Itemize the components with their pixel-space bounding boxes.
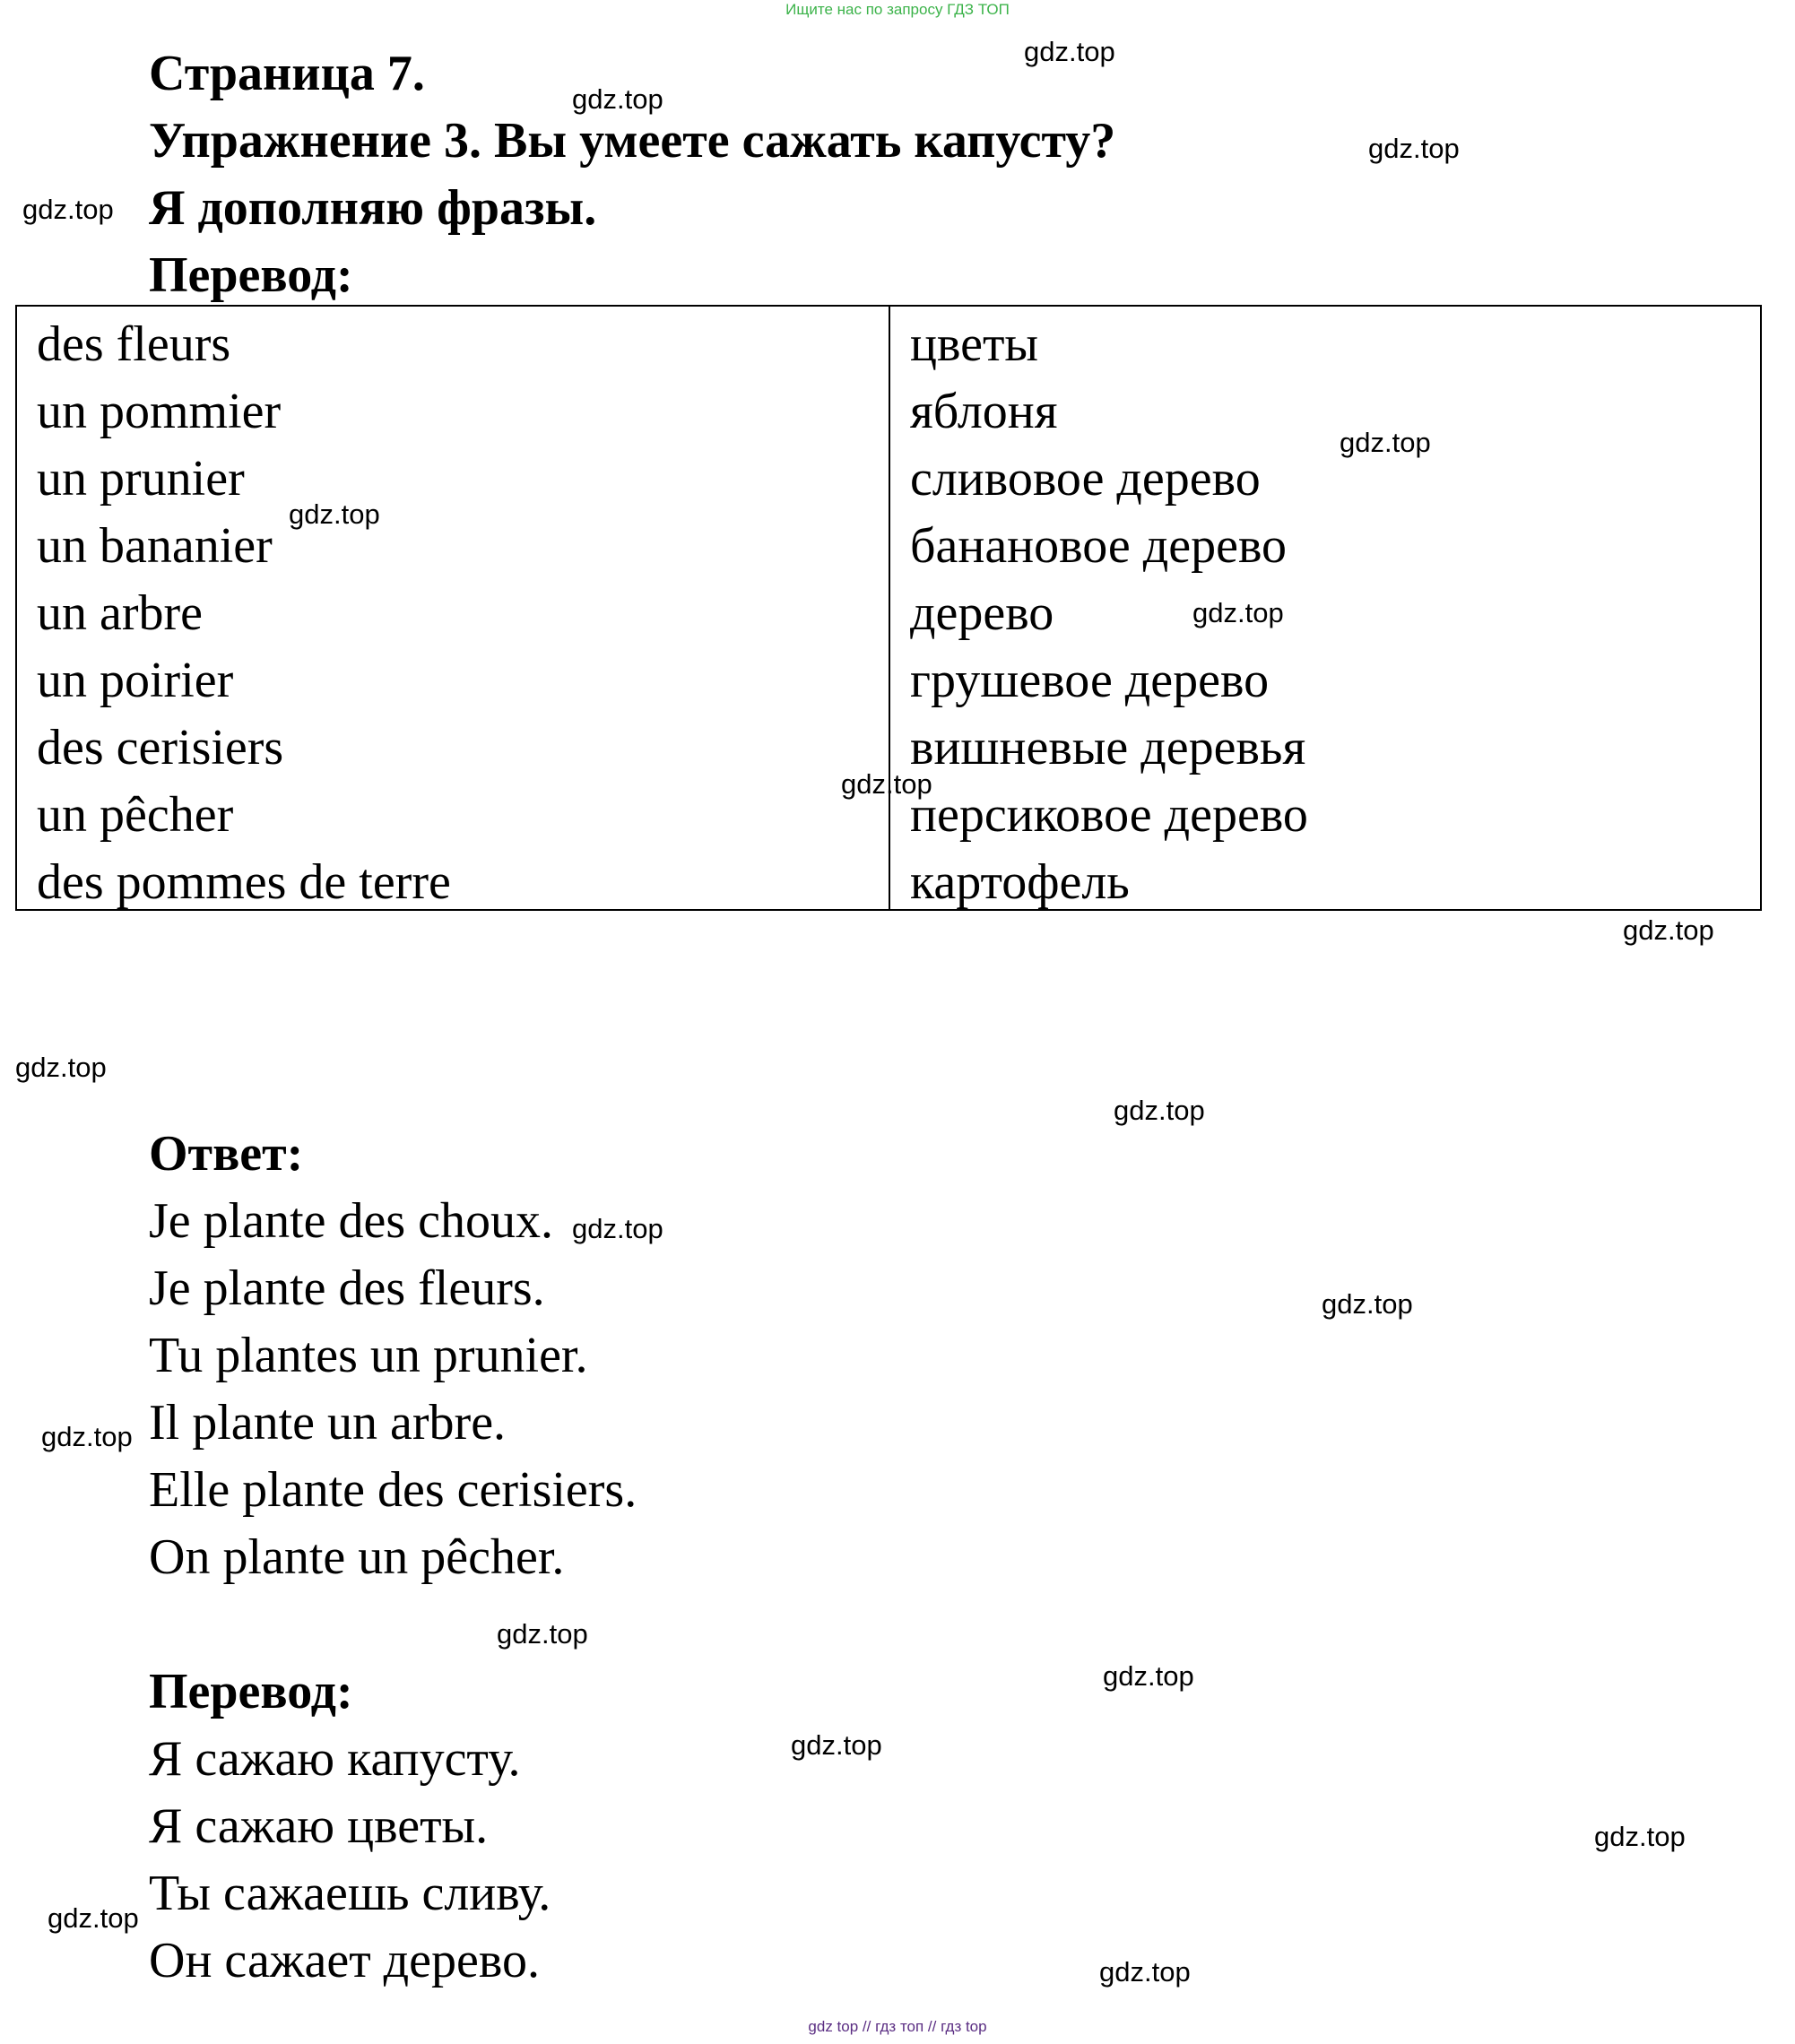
watermark: gdz.top <box>841 768 932 800</box>
russian-column <box>890 307 1760 909</box>
russian-word: вишневые деревья <box>910 720 1306 775</box>
watermark: gdz.top <box>1322 1288 1413 1320</box>
translation-line: Ты сажаешь сливу. <box>149 1866 551 1921</box>
russian-word: дерево <box>910 585 1054 641</box>
russian-word: грушевое дерево <box>910 653 1270 708</box>
russian-word: сливовое дерево <box>910 451 1261 507</box>
french-word: un bananier <box>37 518 273 574</box>
watermark: gdz.top <box>41 1421 133 1452</box>
french-word: un arbre <box>37 585 204 641</box>
french-word: des pommes de terre <box>37 854 451 910</box>
translation-heading: Перевод: <box>149 247 353 303</box>
task-title: Я дополняю фразы. <box>149 180 597 236</box>
answer-translation-section <box>149 1663 551 1999</box>
translation-line: Я сажаю капусту. <box>149 1731 521 1787</box>
french-word: un pêcher <box>37 787 234 843</box>
answer-line: Tu plantes un prunier. <box>149 1328 588 1383</box>
answer-line: Je plante des fleurs. <box>149 1260 545 1316</box>
watermark: gdz.top <box>572 83 663 115</box>
french-word: des fleurs <box>37 316 231 372</box>
page-title: Страница 7. <box>149 46 425 101</box>
answer-line: Je plante des choux. <box>149 1193 553 1249</box>
russian-word: картофель <box>910 854 1130 910</box>
watermark: gdz.top <box>1192 597 1284 628</box>
answer-section <box>149 1125 637 1596</box>
french-column <box>17 307 890 909</box>
french-word: un prunier <box>37 451 245 507</box>
french-word: un poirier <box>37 653 234 708</box>
translation-line: Я сажаю цветы. <box>149 1798 489 1854</box>
watermark: gdz.top <box>1623 914 1714 946</box>
russian-word: яблоня <box>910 384 1058 439</box>
watermark: gdz.top <box>1114 1095 1205 1126</box>
watermark: gdz.top <box>791 1729 882 1761</box>
footer-watermark: gdz top // гдз топ // гдз top <box>808 2018 987 2035</box>
answer-translation-label: Перевод: <box>149 1664 353 1719</box>
watermark: gdz.top <box>1103 1660 1194 1692</box>
answer-line: Il plante un arbre. <box>149 1395 507 1451</box>
french-word: des cerisiers <box>37 720 284 775</box>
watermark: gdz.top <box>1099 1956 1191 1988</box>
watermark: gdz.top <box>48 1902 139 1934</box>
watermark: gdz.top <box>497 1618 588 1650</box>
russian-word: банановое дерево <box>910 518 1287 574</box>
answer-line: Elle plante des cerisiers. <box>149 1462 637 1518</box>
exercise-title: Упражнение 3. Вы умеете сажать капусту? <box>149 113 1116 169</box>
watermark: gdz.top <box>15 1052 107 1083</box>
top-banner: Ищите нас по запросу ГДЗ ТОП <box>785 1 1010 18</box>
answer-line: On plante un pêcher. <box>149 1529 565 1585</box>
watermark: gdz.top <box>22 194 114 225</box>
vocabulary-table <box>15 305 1762 911</box>
russian-word: персиковое дерево <box>910 787 1308 843</box>
watermark: gdz.top <box>289 498 380 530</box>
watermark: gdz.top <box>1368 133 1460 164</box>
answer-label: Ответ: <box>149 1126 304 1182</box>
french-word: un pommier <box>37 384 282 439</box>
russian-word: цветы <box>910 316 1039 372</box>
watermark: gdz.top <box>1594 1821 1686 1852</box>
watermark: gdz.top <box>1024 36 1115 67</box>
watermark: gdz.top <box>1340 427 1431 458</box>
watermark: gdz.top <box>572 1213 663 1244</box>
translation-line: Он сажает дерево. <box>149 1933 540 1988</box>
